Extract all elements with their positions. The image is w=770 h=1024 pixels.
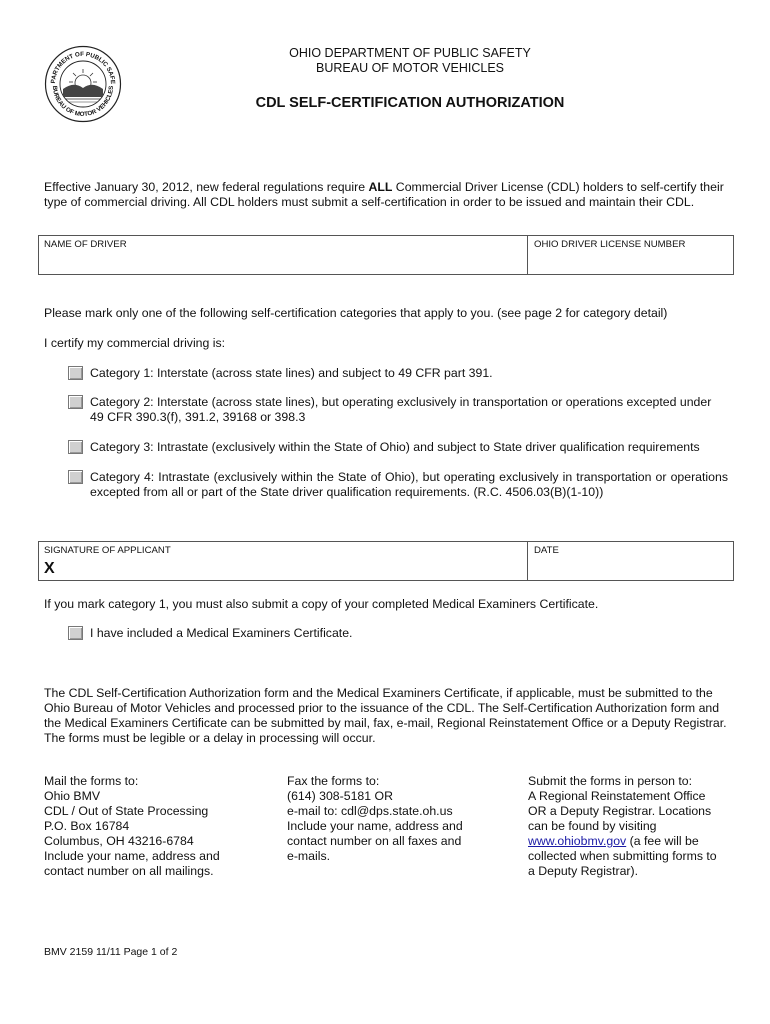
fax-line: e-mails. [287,849,331,863]
intro-text-after: Commercial Driver License (CDL) holders to self-certify their type of commercial driving. All CDL holders must submit a self-certification in order to be issued and maintain their CDL. [44,180,724,209]
mail-line: P.O. Box 16784 [44,819,130,833]
driver-info-box [38,235,734,275]
signature-box-divider [527,542,528,580]
medical-certificate-label: I have included a Medical Examiners Certificate. [90,626,353,640]
mail-line: Include your name, address and [44,849,220,863]
in-person-line: Submit the forms in person to: [528,774,693,788]
name-of-driver-label: NAME OF DRIVER [44,239,127,250]
category-2-label: Category 2: Interstate (across state lines), but operating exclusively in transportation or operations excepted under 49 CFR 390.3(f), 391.2, 39168 or 398.3 [90,395,712,424]
category-4-checkbox[interactable] [68,470,83,484]
category-4-option [68,470,728,500]
in-person-instructions [528,774,758,879]
license-number-label: OHIO DRIVER LICENSE NUMBER [534,239,686,250]
signature-x-mark: X [44,560,55,577]
fax-line: contact number on all faxes and [287,834,462,848]
in-person-line: OR a Deputy Registrar. Locations [528,804,712,818]
form-title: CDL SELF-CERTIFICATION AUTHORIZATION [255,95,565,111]
mail-line: Columbus, OH 43216-6784 [44,834,194,848]
form-footer: BMV 2159 11/11 Page 1 of 2 [44,946,178,958]
category-3-option [68,440,728,455]
intro-text-before: Effective January 30, 2012, new federal regulations require [44,180,369,194]
signature-box [38,541,734,581]
category-1-checkbox[interactable] [68,366,83,380]
in-person-line: a Deputy Registrar). [528,864,639,878]
in-person-line: collected when submitting forms to [528,849,717,863]
category-2-checkbox[interactable] [68,395,83,409]
signature-field[interactable] [61,558,525,578]
fax-line: (614) 308-5181 OR [287,789,393,803]
certify-statement: I certify my commercial driving is: [44,336,226,350]
department-name: OHIO DEPARTMENT OF PUBLIC SAFETY [289,46,531,60]
mail-line: contact number on all mailings. [44,864,214,878]
ohiobmv-link[interactable]: www.ohiobmv.gov [528,834,627,848]
category-1-label: Category 1: Interstate (across state lines) and subject to 49 CFR part 391. [90,366,493,380]
medical-certificate-note: If you mark category 1, you must also submit a copy of your completed Medical Examiners Certificate. [44,597,599,611]
category-2-option [68,395,728,425]
driver-name-field[interactable] [41,252,525,272]
bureau-name: BUREAU OF MOTOR VEHICLES [316,61,504,75]
medical-certificate-option [68,626,728,641]
category-1-option [68,366,728,381]
seal-bottom-text: BUREAU OF MOTOR VEHICLES [50,85,116,119]
fax-line: Include your name, address and [287,819,463,833]
signature-label: SIGNATURE OF APPLICANT [44,545,171,556]
category-3-label: Category 3: Intrastate (exclusively within the State of Ohio) and subject to State driver qualification requirements [90,440,700,454]
submission-paragraph: The CDL Self-Certification Authorization form and the Medical Examiners Certificate, if applicable, must be submitted to the Ohio Bureau of Motor Vehicles and processed prior to the issuance of the CDL. The Self-Certification Authorization form and the Medical Examiners Certificate can be submitted by mail, fax, e-mail, Regional Reinstatement Office or a Deputy Registrar. The forms must be legible or a delay in processing will occur. [44,686,727,745]
medical-certificate-checkbox[interactable] [68,626,83,640]
mail-instructions [44,774,274,879]
mail-line: Ohio BMV [44,789,101,803]
date-label: DATE [534,545,559,556]
mail-line: Mail the forms to: [44,774,139,788]
fax-line: Fax the forms to: [287,774,380,788]
license-number-field[interactable] [531,252,731,272]
fax-instructions [287,774,517,864]
intro-paragraph [44,180,734,210]
category-4-label: Category 4: Intrastate (exclusively within the State of Ohio), but operating exclusively in transportation or operations excepted from all or part of the State driver qualification requirements. (R.C. 4506.03(B)(1-10)) [90,470,728,499]
category-instructions: Please mark only one of the following self-certification categories that apply to you. (see page 2 for category detail) [44,306,668,320]
seal-sunrise-icon [63,69,103,102]
category-3-checkbox[interactable] [68,440,83,454]
driver-box-divider [527,236,528,274]
fax-line: e-mail to: cdl@dps.state.oh.us [287,804,453,818]
in-person-link-line [528,834,758,849]
date-field[interactable] [531,558,731,578]
in-person-line: A Regional Reinstatement Office [528,789,706,803]
intro-text-emphasis: ALL [368,180,393,194]
in-person-line: can be found by visiting [528,819,657,833]
ohio-dps-seal [44,45,122,123]
in-person-fee-text: (a fee will be [626,834,699,848]
seal-top-text: PARTMENT OF PUBLIC SAFE [49,50,117,85]
mail-line: CDL / Out of State Processing [44,804,209,818]
